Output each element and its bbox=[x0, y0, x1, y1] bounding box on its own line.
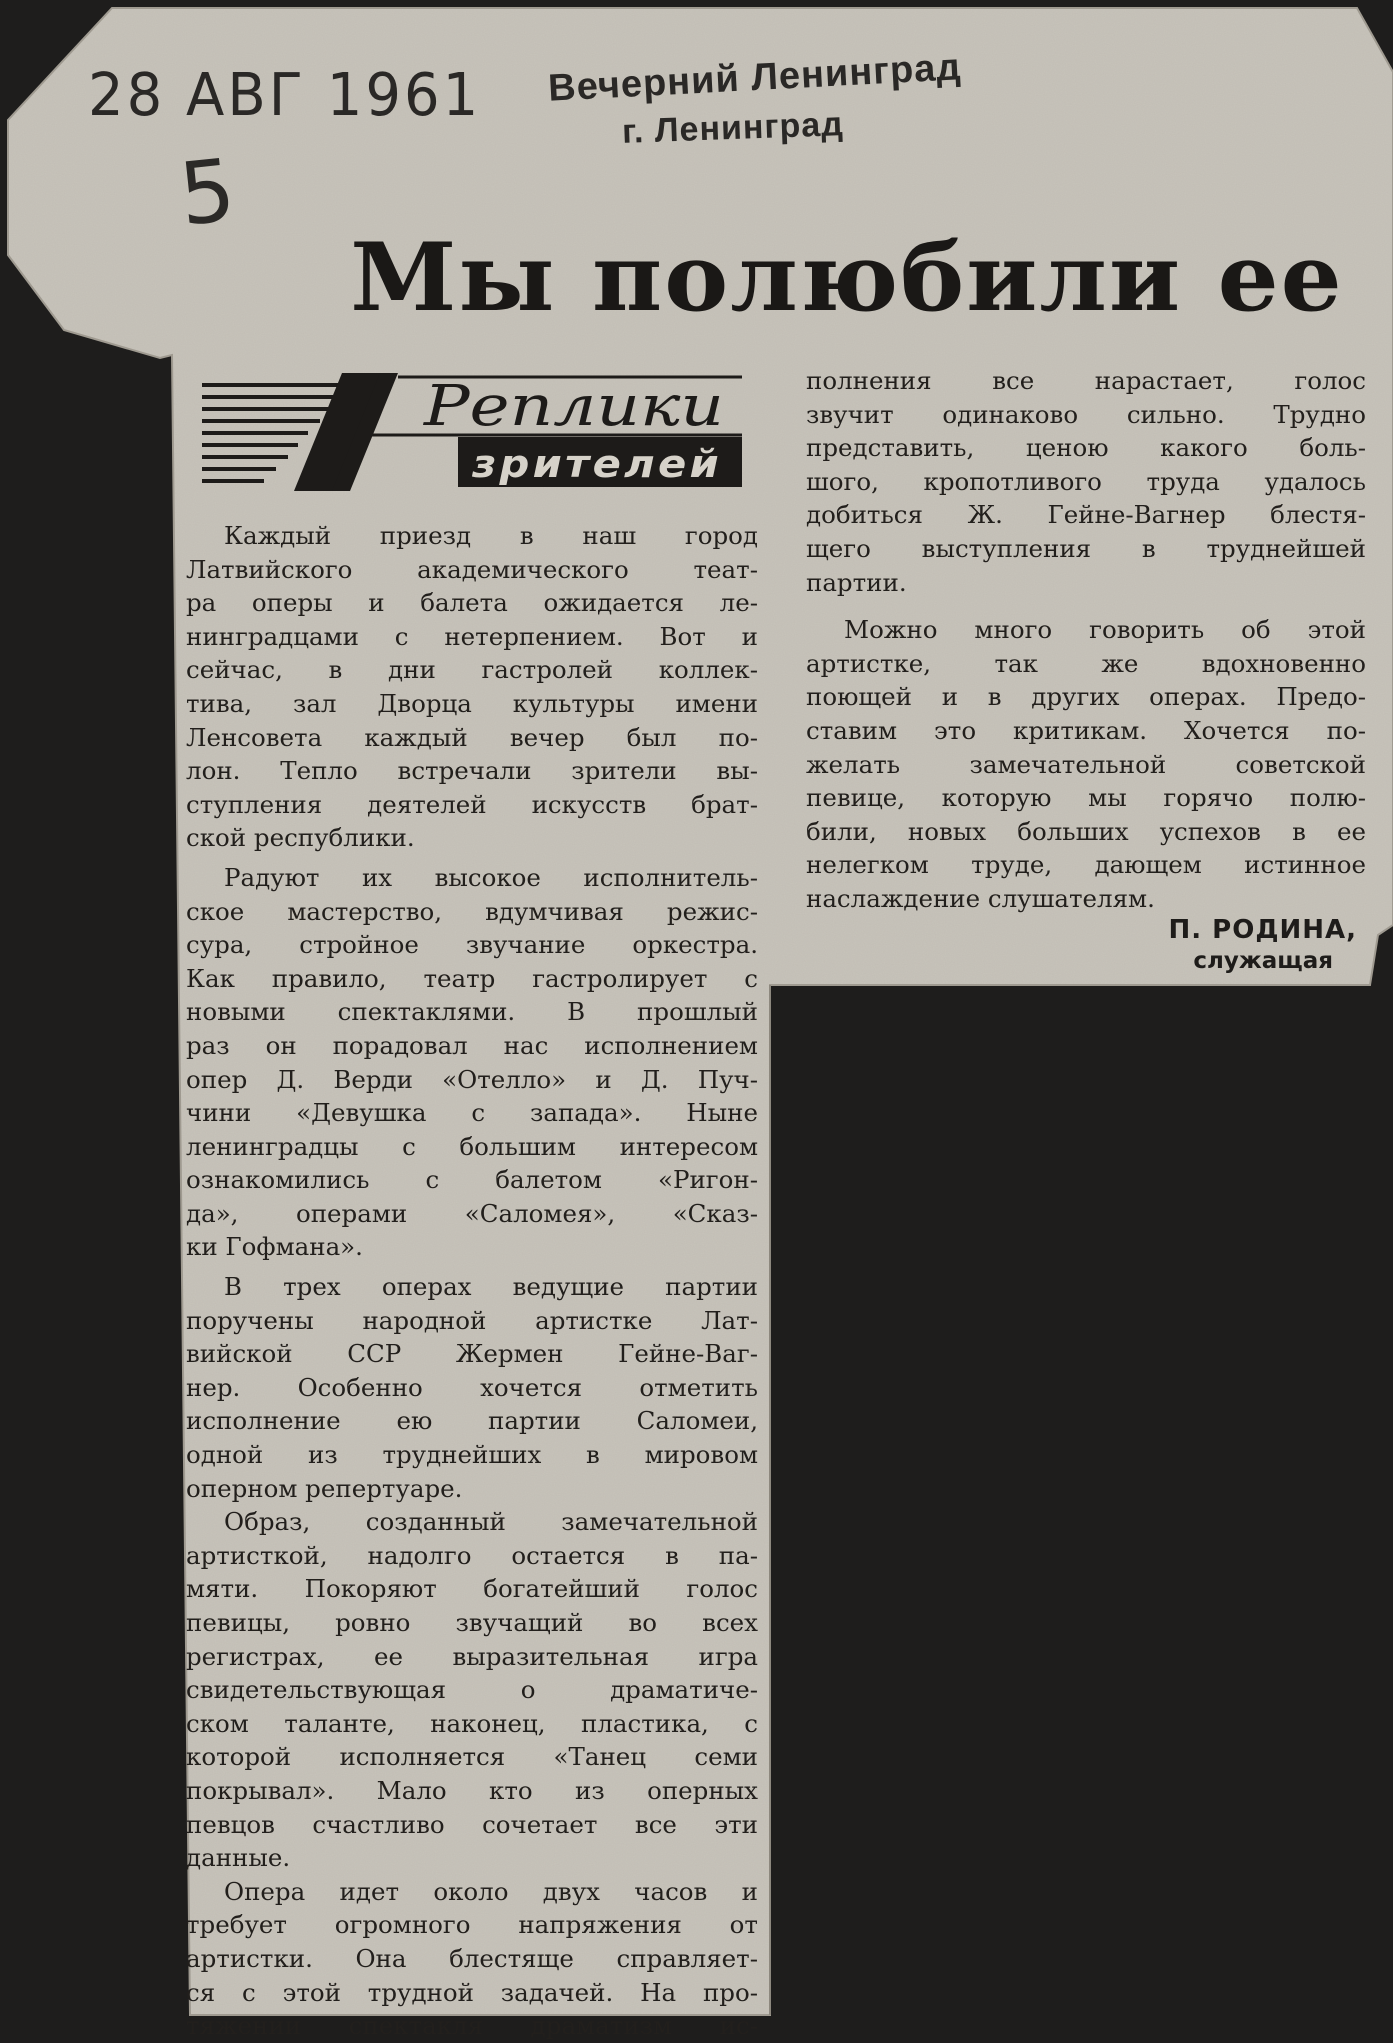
text-line: шого, кропотливого труда удалось bbox=[806, 466, 1366, 496]
text-line: раз он порадовал нас исполнением bbox=[186, 1030, 758, 1060]
text-line: ставим это критикам. Хочется по- bbox=[806, 715, 1366, 745]
text-line: нелегком труде, дающем истинное bbox=[806, 850, 1366, 880]
text-line: данные. bbox=[186, 1843, 291, 1873]
text-line: партии. bbox=[806, 567, 907, 597]
article-left-column bbox=[186, 519, 758, 2043]
text-line: ском таланте, наконец, пластика, с bbox=[186, 1708, 758, 1738]
paragraph-2 bbox=[186, 861, 758, 1264]
text-line: которой исполняется «Танец семи bbox=[186, 1742, 758, 1772]
text-line: артистке, так же вдохновенно bbox=[806, 648, 1366, 678]
text-line: щего выступления в труднейшей bbox=[806, 533, 1366, 563]
text-line: ступления деятелей искусств брат- bbox=[186, 789, 758, 819]
text-line: Каждый приезд в наш город bbox=[224, 521, 758, 550]
text-line: били, новых больших успехов в ее bbox=[806, 816, 1366, 846]
text-line: поющей и в других операх. Предо- bbox=[806, 682, 1366, 712]
author-name: П. РОДИНА, bbox=[1168, 915, 1357, 945]
text-line: опер Д. Верди «Отелло» и Д. Пуч- bbox=[186, 1064, 758, 1094]
text-line: Можно много говорить об этой bbox=[844, 615, 1366, 645]
text-line: оперном репертуаре. bbox=[186, 1473, 463, 1503]
paragraph-4 bbox=[186, 1505, 758, 1875]
text-line: нер. Особенно хочется отметить bbox=[186, 1372, 758, 1402]
text-line: желать замечательной советской bbox=[806, 749, 1366, 779]
author-role: служащая bbox=[1193, 948, 1333, 974]
text-line: тива, зал Дворца культуры имени bbox=[186, 688, 758, 718]
text-line: ся с этой трудной задачей. На про- bbox=[186, 1977, 758, 2007]
text-line: вийской ССР Жермен Гейне-Ваг- bbox=[186, 1339, 758, 1369]
text-line: ра оперы и балета ожидается ле- bbox=[186, 588, 758, 618]
article-right-column bbox=[806, 364, 1366, 916]
text-line: новыми спектаклями. В прошлый bbox=[186, 997, 758, 1027]
newspaper-city: г. Ленинград bbox=[621, 105, 845, 151]
text-line: сура, стройное звучание оркестра. bbox=[186, 930, 758, 960]
text-line: требует огромного напряжения от bbox=[186, 1910, 758, 1940]
text-line: представить, ценою какого боль- bbox=[806, 433, 1366, 463]
text-line: тяжении спектакля драматизм ис- bbox=[186, 2011, 758, 2041]
date-stamp: 28 АВГ 1961 bbox=[88, 61, 482, 130]
text-line: Опера идет около двух часов и bbox=[224, 1876, 758, 1906]
article-headline: Мы полюбили ее bbox=[350, 223, 1344, 333]
page-number: 5 bbox=[174, 140, 240, 246]
text-line: поручены народной артистке Лат- bbox=[186, 1305, 758, 1335]
text-line: певицы, ровно звучащий во всех bbox=[186, 1608, 758, 1637]
text-line: сейчас, в дни гастролей коллек- bbox=[186, 655, 758, 685]
newspaper-name: Вечерний Ленинград bbox=[547, 46, 963, 110]
text-line: ское мастерство, вдумчивая режис- bbox=[186, 896, 758, 926]
text-line: ки Гофмана». bbox=[186, 1232, 363, 1262]
text-line: регистрах, ее выразительная игра bbox=[186, 1641, 758, 1671]
text-line: исполнение ею партии Саломеи, bbox=[186, 1406, 758, 1436]
text-line: Как правило, театр гастролирует с bbox=[186, 963, 758, 993]
text-line: артисткой, надолго остается в па- bbox=[186, 1540, 758, 1570]
paragraph-1 bbox=[186, 519, 758, 855]
rubric-banner bbox=[202, 373, 742, 493]
text-line: ской республики. bbox=[186, 823, 415, 853]
text-line: ознакомились с балетом «Ригон- bbox=[186, 1165, 758, 1195]
text-line: лон. Тепло встречали зрители вы- bbox=[186, 756, 758, 786]
text-line: Ленсовета каждый вечер был по- bbox=[186, 722, 758, 752]
paragraph-3 bbox=[186, 1270, 758, 1505]
text-line: В трех операх ведущие партии bbox=[224, 1272, 758, 1302]
text-line: звучит одинаково сильно. Трудно bbox=[806, 399, 1366, 429]
author-signature bbox=[1168, 913, 1357, 975]
text-line: Радуют их высокое исполнитель- bbox=[224, 862, 758, 892]
paragraph-5 bbox=[186, 1875, 758, 2043]
text-line: добиться Ж. Гейне-Вагнер блестя- bbox=[806, 500, 1366, 530]
rubric-word-2: зрителей bbox=[470, 442, 722, 486]
text-line: певцов счастливо сочетает все эти bbox=[186, 1809, 758, 1839]
text-line: Латвийского академического теат- bbox=[186, 554, 758, 584]
text-line: певице, которую мы горячо полю- bbox=[806, 783, 1366, 813]
text-line: нинградцами с нетерпением. Вот и bbox=[186, 621, 758, 651]
paragraph-5-continued bbox=[806, 364, 1366, 599]
paragraph-6 bbox=[806, 613, 1366, 915]
text-line: ленинградцы с большим интересом bbox=[186, 1131, 758, 1161]
text-line: мяти. Покоряют богатейший голос bbox=[186, 1574, 758, 1604]
text-line: свидетельствующая о драматиче- bbox=[186, 1675, 758, 1705]
text-line: наслаждение слушателям. bbox=[806, 883, 1155, 913]
text-line: чини «Девушка с запада». Ныне bbox=[186, 1098, 758, 1128]
text-line: одной из труднейших в мировом bbox=[186, 1440, 758, 1470]
text-line: артистки. Она блестяще справляет- bbox=[186, 1943, 758, 1973]
text-line: покрывал». Мало кто из оперных bbox=[186, 1775, 758, 1805]
text-line: Образ, созданный замечательной bbox=[224, 1507, 758, 1537]
text-line: да», операми «Саломея», «Сказ- bbox=[186, 1198, 758, 1228]
text-line: полнения все нарастает, голос bbox=[806, 366, 1366, 395]
rubric-word-1: Реплики bbox=[422, 374, 724, 439]
